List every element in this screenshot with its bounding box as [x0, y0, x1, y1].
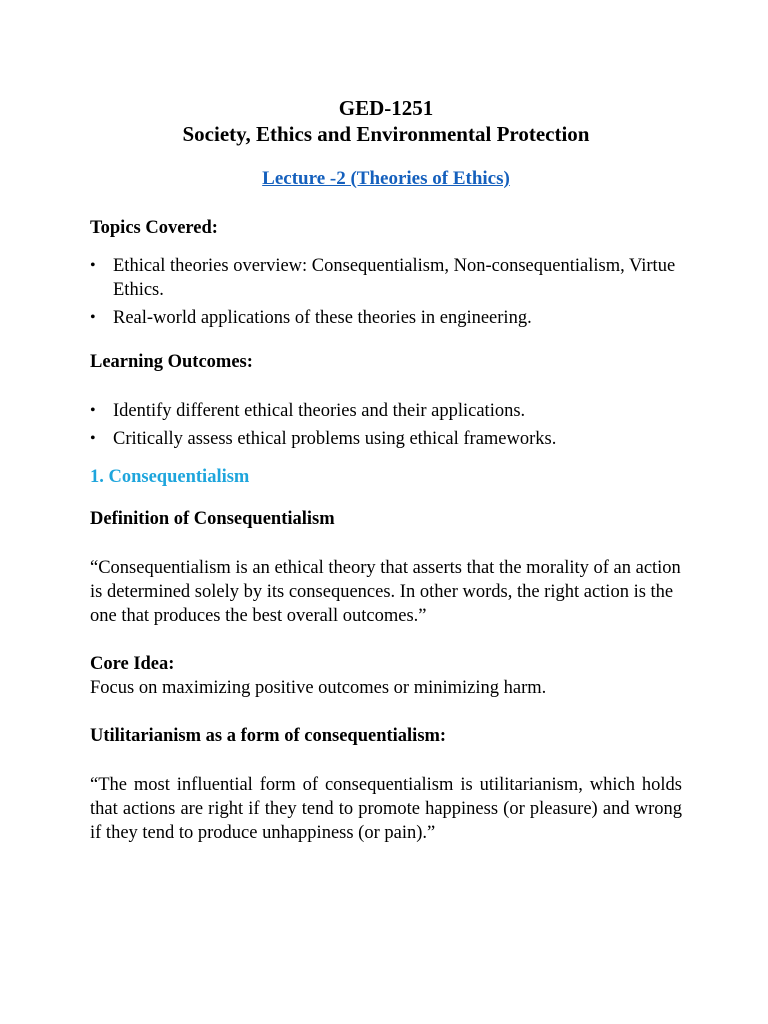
list-item-text: Identify different ethical theories and their applications.: [113, 401, 526, 421]
bullet-icon: •: [90, 402, 96, 419]
definition-heading: Definition of Consequentialism: [90, 509, 335, 529]
bullet-icon: •: [90, 309, 96, 326]
outcomes-list: [90, 399, 682, 451]
utilitarianism-text: “The most influential form of consequentialism is utilitarianism, which holds that actions are right if they tend to promote happiness (or pleasure) and wrong if they tend to produce unhappiness (or pain).”: [90, 775, 682, 843]
section-1-heading: 1. Consequentialism: [90, 467, 250, 487]
topics-heading: Topics Covered:: [90, 218, 218, 238]
document-page: [90, 95, 682, 845]
core-idea-text: Focus on maximizing positive outcomes or minimizing harm.: [90, 678, 547, 698]
bullet-icon: •: [90, 430, 96, 447]
course-title: Society, Ethics and Environmental Protection: [182, 122, 590, 146]
list-item-text: Real-world applications of these theories in engineering.: [113, 308, 532, 328]
list-item-text: Critically assess ethical problems using ethical frameworks.: [113, 429, 557, 449]
outcomes-heading: Learning Outcomes:: [90, 352, 253, 372]
core-idea-heading: Core Idea:: [90, 654, 175, 674]
list-item: [90, 306, 682, 330]
list-item: [90, 399, 682, 423]
definition-text: “Consequentialism is an ethical theory that asserts that the morality of an action is determined solely by its consequences. In other words, the right action is the one that produces the best overall outcomes.”: [90, 558, 681, 626]
bullet-icon: •: [90, 257, 96, 274]
topics-list: [90, 254, 682, 330]
list-item: [90, 427, 682, 451]
utilitarianism-heading: Utilitarianism as a form of consequentialism:: [90, 726, 447, 746]
list-item: [90, 254, 682, 302]
course-code: GED-1251: [338, 96, 434, 120]
lecture-link[interactable]: Lecture -2 (Theories of Ethics): [262, 168, 510, 189]
list-item-text: Ethical theories overview: Consequentialism, Non-consequentialism, Virtue Ethics.: [113, 256, 676, 300]
